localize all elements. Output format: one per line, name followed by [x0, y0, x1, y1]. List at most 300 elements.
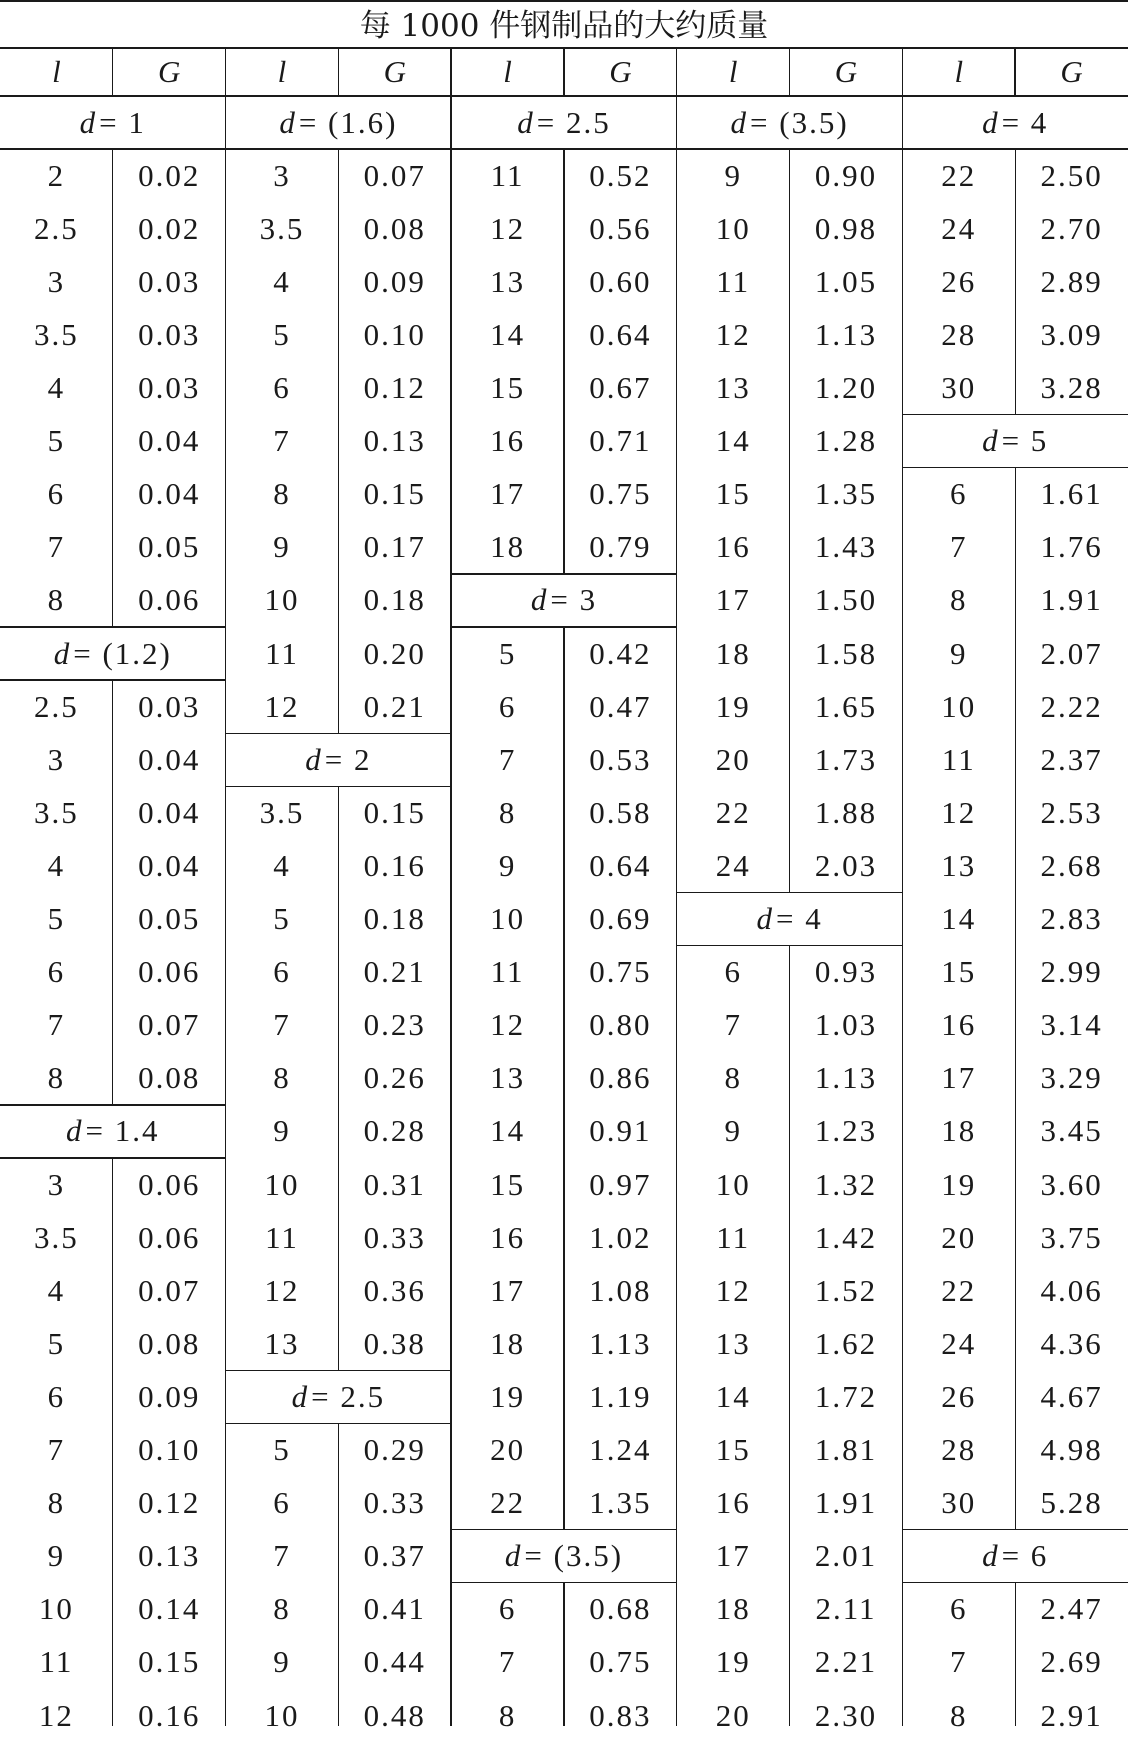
- weight-cell: 0.09: [363, 263, 426, 299]
- group-label: d = 5: [982, 423, 1049, 459]
- weight-cell: 1.76: [1040, 529, 1103, 565]
- header-G: G: [158, 54, 181, 89]
- weight-cell: 0.12: [363, 370, 426, 406]
- weight-cell: 1.28: [814, 423, 878, 459]
- length-cell: 11: [39, 1644, 74, 1680]
- weight-cell: 1.03: [814, 1007, 878, 1043]
- length-cell: 10: [264, 1697, 300, 1733]
- length-cell: 4: [47, 847, 66, 883]
- header-divider: [112, 48, 113, 96]
- length-cell: 22: [715, 794, 751, 830]
- length-cell: 4: [47, 1272, 66, 1308]
- weight-cell: 1.42: [814, 1219, 878, 1255]
- length-cell: 4: [273, 847, 291, 883]
- header-divider: [676, 48, 677, 96]
- weight-cell: 0.97: [589, 1166, 652, 1202]
- weight-cell: 1.52: [814, 1272, 878, 1308]
- length-cell: 11: [941, 741, 976, 777]
- weight-cell: 0.60: [589, 263, 652, 299]
- weight-cell: 2.69: [1040, 1644, 1103, 1680]
- header-l: l: [52, 54, 61, 89]
- length-cell: 16: [715, 529, 751, 565]
- weight-cell: 1.81: [814, 1432, 878, 1468]
- length-cell: 24: [941, 1325, 977, 1361]
- table-title: 每 1000 件钢制品的大约质量: [0, 0, 1128, 48]
- length-cell: 14: [490, 316, 526, 352]
- weight-cell: 0.33: [363, 1219, 426, 1255]
- length-cell: 16: [490, 423, 526, 459]
- weight-cell: 0.41: [363, 1591, 426, 1627]
- weight-cell: 5.28: [1040, 1485, 1103, 1521]
- weight-cell: 0.02: [138, 210, 201, 246]
- group-label: d = 6: [982, 1538, 1049, 1574]
- length-cell: 30: [941, 1485, 977, 1521]
- header-G: G: [834, 54, 858, 89]
- group-label: d = (1.6): [279, 104, 398, 140]
- header-divider: [563, 48, 564, 96]
- length-cell: 2.5: [34, 688, 79, 724]
- weight-cell: 0.26: [363, 1060, 426, 1096]
- length-cell: 5: [273, 901, 291, 937]
- length-cell: 5: [47, 1325, 66, 1361]
- length-cell: 7: [47, 1007, 66, 1043]
- header-divider: [338, 48, 339, 96]
- diameter-symbol: d: [305, 741, 323, 777]
- weight-cell: 0.86: [589, 1060, 652, 1096]
- weight-cell: 0.20: [363, 635, 426, 671]
- weight-cell: 1.50: [814, 582, 878, 618]
- length-cell: 18: [715, 1591, 751, 1627]
- length-cell: 7: [273, 423, 291, 459]
- weight-cell: 0.71: [589, 423, 652, 459]
- length-cell: 10: [264, 1166, 300, 1202]
- length-cell: 28: [941, 316, 977, 352]
- header-divider: [902, 48, 903, 96]
- length-cell: 19: [715, 1644, 751, 1680]
- inner-column-divider: [338, 149, 339, 733]
- length-cell: 11: [716, 1219, 751, 1255]
- weight-cell: 0.17: [363, 529, 426, 565]
- weight-cell: 0.28: [363, 1113, 426, 1149]
- weight-cell: 0.16: [363, 847, 426, 883]
- inner-column-divider: [1015, 149, 1016, 415]
- weight-cell: 1.02: [589, 1219, 652, 1255]
- length-cell: 12: [490, 210, 526, 246]
- inner-column-divider: [563, 627, 564, 1530]
- group-label: d = (3.5): [504, 1538, 624, 1574]
- weight-cell: 1.73: [814, 741, 878, 777]
- weight-cell: 0.44: [363, 1644, 426, 1680]
- length-cell: 18: [490, 529, 526, 565]
- length-cell: 22: [490, 1485, 526, 1521]
- length-cell: 16: [490, 1219, 526, 1255]
- length-cell: 15: [490, 1166, 526, 1202]
- weight-cell: 0.02: [138, 157, 201, 193]
- weight-cell: 1.13: [814, 316, 878, 352]
- length-cell: 10: [941, 688, 977, 724]
- length-cell: 10: [490, 901, 526, 937]
- weight-cell: 0.08: [138, 1325, 201, 1361]
- length-cell: 7: [724, 1007, 742, 1043]
- weight-cell: 0.15: [363, 476, 426, 512]
- weight-cell: 1.13: [814, 1060, 878, 1096]
- length-cell: 7: [950, 1644, 968, 1680]
- length-cell: 12: [941, 794, 977, 830]
- length-cell: 6: [498, 1591, 517, 1627]
- weight-cell: 0.23: [363, 1007, 426, 1043]
- length-cell: 15: [715, 476, 751, 512]
- weight-cell: 2.50: [1040, 157, 1103, 193]
- length-cell: 9: [47, 1538, 66, 1574]
- length-cell: 5: [498, 635, 517, 671]
- inner-column-divider: [338, 1424, 339, 1727]
- weight-cell: 0.09: [138, 1378, 201, 1414]
- length-cell: 3: [273, 157, 291, 193]
- weight-cell: 0.67: [589, 370, 652, 406]
- diameter-symbol: d: [530, 582, 549, 618]
- length-cell: 12: [38, 1697, 74, 1733]
- weight-cell: 2.68: [1040, 847, 1103, 883]
- weight-cell: 0.03: [138, 263, 201, 299]
- length-cell: 24: [715, 847, 751, 883]
- length-cell: 6: [498, 688, 517, 724]
- group-label: d = 3: [530, 582, 598, 618]
- diameter-symbol: d: [982, 423, 1000, 459]
- weight-cell: 1.32: [814, 1166, 878, 1202]
- header-G: G: [383, 54, 406, 89]
- header-l: l: [277, 54, 287, 89]
- weight-cell: 0.69: [589, 901, 652, 937]
- length-cell: 15: [941, 954, 977, 990]
- weight-cell: 0.03: [138, 688, 201, 724]
- inner-column-divider: [112, 680, 113, 1105]
- weight-cell: 2.21: [814, 1644, 878, 1680]
- group-label: d = 4: [756, 901, 823, 937]
- length-cell: 7: [498, 1644, 517, 1680]
- group-label: d = 1: [79, 104, 146, 140]
- group-label: d = 1.4: [66, 1113, 160, 1149]
- weight-cell: 0.07: [138, 1007, 201, 1043]
- weight-cell: 3.29: [1040, 1060, 1103, 1096]
- group-label: d = 2.5: [517, 104, 611, 140]
- weight-cell: 2.11: [815, 1591, 877, 1627]
- weight-cell: 1.35: [589, 1485, 652, 1521]
- length-cell: 19: [490, 1378, 526, 1414]
- length-cell: 13: [264, 1325, 300, 1361]
- length-cell: 22: [941, 1272, 977, 1308]
- length-cell: 17: [941, 1060, 977, 1096]
- weight-cell: 1.05: [814, 263, 878, 299]
- diameter-symbol: d: [53, 635, 72, 671]
- length-cell: 8: [47, 1485, 66, 1521]
- weight-cell: 1.08: [589, 1272, 652, 1308]
- length-cell: 10: [38, 1591, 74, 1627]
- inner-column-divider: [112, 149, 113, 627]
- weight-cell: 0.31: [363, 1166, 426, 1202]
- length-cell: 12: [264, 688, 300, 724]
- weight-cell: 2.53: [1040, 794, 1103, 830]
- weight-cell: 3.75: [1040, 1219, 1103, 1255]
- weight-cell: 0.37: [363, 1538, 426, 1574]
- weight-cell: 0.12: [138, 1485, 201, 1521]
- length-cell: 11: [716, 263, 751, 299]
- inner-column-divider: [1015, 1583, 1016, 1726]
- weight-cell: 0.42: [589, 635, 652, 671]
- length-cell: 17: [490, 476, 526, 512]
- weight-cell: 0.47: [589, 688, 652, 724]
- length-cell: 11: [265, 1219, 299, 1255]
- weight-cell: 0.33: [363, 1485, 426, 1521]
- length-cell: 3: [47, 263, 66, 299]
- weight-cell: 2.22: [1040, 688, 1103, 724]
- length-cell: 20: [715, 1697, 751, 1733]
- length-cell: 26: [941, 1378, 977, 1414]
- length-cell: 3: [47, 741, 66, 777]
- weight-cell: 0.90: [814, 157, 878, 193]
- length-cell: 13: [715, 370, 751, 406]
- group-label: d = 2.5: [291, 1378, 386, 1414]
- group-label: d = (1.2): [53, 635, 172, 671]
- weight-cell: 0.06: [138, 954, 201, 990]
- weight-cell: 1.13: [589, 1325, 652, 1361]
- length-cell: 20: [715, 741, 751, 777]
- length-cell: 5: [47, 901, 66, 937]
- length-cell: 3.5: [34, 794, 79, 830]
- diameter-symbol: d: [504, 1538, 523, 1574]
- weight-cell: 1.20: [814, 370, 878, 406]
- length-cell: 5: [47, 423, 66, 459]
- length-cell: 2.5: [34, 210, 79, 246]
- length-cell: 9: [498, 847, 517, 883]
- length-cell: 12: [264, 1272, 300, 1308]
- weight-cell: 3.09: [1040, 316, 1103, 352]
- weight-cell: 0.52: [589, 157, 652, 193]
- weight-cell: 0.75: [589, 476, 652, 512]
- weight-cell: 0.06: [138, 1219, 201, 1255]
- length-cell: 9: [273, 1644, 291, 1680]
- length-cell: 11: [265, 635, 299, 671]
- length-cell: 8: [498, 1697, 517, 1733]
- weight-cell: 2.30: [814, 1697, 878, 1733]
- length-cell: 7: [950, 529, 968, 565]
- length-cell: 12: [490, 1007, 526, 1043]
- header-G: G: [609, 54, 632, 89]
- length-cell: 12: [715, 316, 751, 352]
- weight-cell: 0.04: [138, 847, 201, 883]
- header-divider: [789, 48, 790, 96]
- header-divider: [1014, 48, 1015, 96]
- diameter-symbol: d: [982, 1538, 1000, 1574]
- weight-cell: 0.36: [363, 1272, 426, 1308]
- length-cell: 20: [941, 1219, 977, 1255]
- weight-cell: 0.18: [363, 901, 426, 937]
- weight-cell: 1.24: [589, 1432, 652, 1468]
- length-cell: 4: [273, 263, 291, 299]
- weight-cell: 4.36: [1040, 1325, 1103, 1361]
- inner-column-divider: [789, 946, 790, 1726]
- length-cell: 11: [490, 157, 525, 193]
- length-cell: 7: [498, 741, 517, 777]
- weight-cell: 1.43: [814, 529, 878, 565]
- length-cell: 4: [47, 370, 66, 406]
- length-cell: 13: [715, 1325, 751, 1361]
- length-cell: 3.5: [259, 794, 305, 830]
- weight-cell: 0.38: [363, 1325, 426, 1361]
- weight-cell: 0.13: [138, 1538, 201, 1574]
- weight-cell: 1.72: [814, 1378, 878, 1414]
- weight-cell: 1.65: [814, 688, 878, 724]
- header-l: l: [503, 54, 512, 89]
- length-cell: 6: [724, 954, 742, 990]
- length-cell: 9: [724, 1113, 742, 1149]
- length-cell: 24: [941, 210, 977, 246]
- diameter-symbol: d: [279, 104, 297, 140]
- length-cell: 10: [715, 1166, 751, 1202]
- length-cell: 30: [941, 370, 977, 406]
- weight-cell: 2.83: [1040, 901, 1103, 937]
- length-cell: 8: [950, 1697, 968, 1733]
- weight-cell: 0.13: [363, 423, 426, 459]
- header-divider: [450, 48, 451, 96]
- length-cell: 16: [715, 1485, 751, 1521]
- weight-cell: 1.23: [814, 1113, 878, 1149]
- length-cell: 3: [47, 1166, 66, 1202]
- inner-column-divider: [112, 1158, 113, 1726]
- weight-cell: 3.60: [1040, 1166, 1103, 1202]
- length-cell: 10: [264, 582, 300, 618]
- weight-cell: 3.14: [1040, 1007, 1103, 1043]
- length-cell: 28: [941, 1432, 977, 1468]
- weight-cell: 0.80: [589, 1007, 652, 1043]
- weight-cell: 2.01: [814, 1538, 878, 1574]
- length-cell: 7: [273, 1538, 291, 1574]
- weight-cell: 0.10: [138, 1432, 201, 1468]
- length-cell: 14: [941, 901, 977, 937]
- weight-cell: 0.15: [138, 1644, 201, 1680]
- weight-cell: 0.03: [138, 370, 201, 406]
- weight-cell: 0.58: [589, 794, 652, 830]
- weight-cell: 0.56: [589, 210, 652, 246]
- group-label: d = 2: [305, 741, 372, 777]
- length-cell: 13: [490, 263, 526, 299]
- length-cell: 3.5: [34, 316, 79, 352]
- weight-cell: 0.07: [138, 1272, 201, 1308]
- weight-cell: 2.07: [1040, 635, 1103, 671]
- weight-cell: 0.10: [363, 316, 426, 352]
- length-cell: 18: [715, 635, 751, 671]
- length-cell: 22: [941, 157, 977, 193]
- weight-cell: 2.47: [1040, 1591, 1103, 1627]
- header-l: l: [728, 54, 738, 89]
- weight-cell: 1.91: [1040, 582, 1103, 618]
- length-cell: 6: [273, 1485, 291, 1521]
- weight-cell: 0.04: [138, 741, 201, 777]
- weight-cell: 4.67: [1040, 1378, 1103, 1414]
- length-cell: 8: [724, 1060, 742, 1096]
- length-cell: 19: [715, 688, 751, 724]
- weight-cell: 2.91: [1040, 1697, 1103, 1733]
- diameter-symbol: d: [66, 1113, 84, 1149]
- diameter-symbol: d: [756, 901, 774, 937]
- diameter-symbol: d: [517, 104, 535, 140]
- length-cell: 10: [715, 210, 751, 246]
- diameter-symbol: d: [982, 104, 1000, 140]
- length-cell: 11: [490, 954, 525, 990]
- length-cell: 3.5: [34, 1219, 79, 1255]
- weight-cell: 0.06: [138, 1166, 201, 1202]
- weight-cell: 0.79: [589, 529, 652, 565]
- weight-cell: 2.70: [1040, 210, 1103, 246]
- length-cell: 8: [498, 794, 517, 830]
- weight-cell: 0.53: [589, 741, 652, 777]
- weight-cell: 0.29: [363, 1432, 426, 1468]
- weight-cell: 0.64: [589, 316, 652, 352]
- length-cell: 6: [950, 1591, 968, 1627]
- group-label: d = (3.5): [730, 104, 849, 140]
- weight-cell: 2.99: [1040, 954, 1103, 990]
- header-divider: [225, 48, 226, 96]
- weight-cell: 3.28: [1040, 370, 1103, 406]
- weight-cell: 1.91: [814, 1485, 878, 1521]
- inner-column-divider: [1015, 468, 1016, 1530]
- length-cell: 7: [47, 1432, 66, 1468]
- weight-cell: 2.03: [814, 847, 878, 883]
- weight-cell: 1.35: [814, 476, 878, 512]
- length-cell: 8: [273, 1060, 291, 1096]
- header-l: l: [954, 54, 964, 89]
- weight-cell: 1.62: [814, 1325, 878, 1361]
- diameter-symbol: d: [730, 104, 749, 140]
- weight-cell: 0.21: [363, 954, 426, 990]
- length-cell: 17: [715, 1538, 751, 1574]
- weight-cell: 1.58: [814, 635, 878, 671]
- length-cell: 9: [273, 529, 291, 565]
- weight-cell: 0.04: [138, 794, 201, 830]
- weight-cell: 0.91: [589, 1113, 652, 1149]
- weight-cell: 0.93: [814, 954, 878, 990]
- length-cell: 8: [950, 582, 968, 618]
- length-cell: 8: [47, 1060, 66, 1096]
- length-cell: 17: [490, 1272, 526, 1308]
- inner-column-divider: [789, 149, 790, 892]
- weight-cell: 3.45: [1040, 1113, 1103, 1149]
- length-cell: 2: [47, 157, 66, 193]
- length-cell: 7: [47, 529, 66, 565]
- inner-column-divider: [563, 1583, 564, 1726]
- weight-cell: 0.21: [363, 688, 426, 724]
- weight-cell: 1.19: [589, 1378, 652, 1414]
- weight-cell: 0.16: [138, 1697, 201, 1733]
- weight-cell: 0.04: [138, 476, 201, 512]
- length-cell: 6: [47, 476, 66, 512]
- length-cell: 9: [724, 157, 742, 193]
- length-cell: 13: [490, 1060, 526, 1096]
- length-cell: 14: [715, 423, 751, 459]
- weight-cell: 0.04: [138, 423, 201, 459]
- length-cell: 9: [273, 1113, 291, 1149]
- length-cell: 9: [950, 635, 968, 671]
- length-cell: 14: [715, 1378, 751, 1414]
- length-cell: 8: [47, 582, 66, 618]
- diameter-symbol: d: [79, 104, 98, 140]
- weight-cell: 0.75: [589, 1644, 652, 1680]
- weight-cell: 0.05: [138, 529, 201, 565]
- length-cell: 6: [47, 1378, 66, 1414]
- length-cell: 8: [273, 1591, 291, 1627]
- length-cell: 26: [941, 263, 977, 299]
- length-cell: 12: [715, 1272, 751, 1308]
- length-cell: 18: [490, 1325, 526, 1361]
